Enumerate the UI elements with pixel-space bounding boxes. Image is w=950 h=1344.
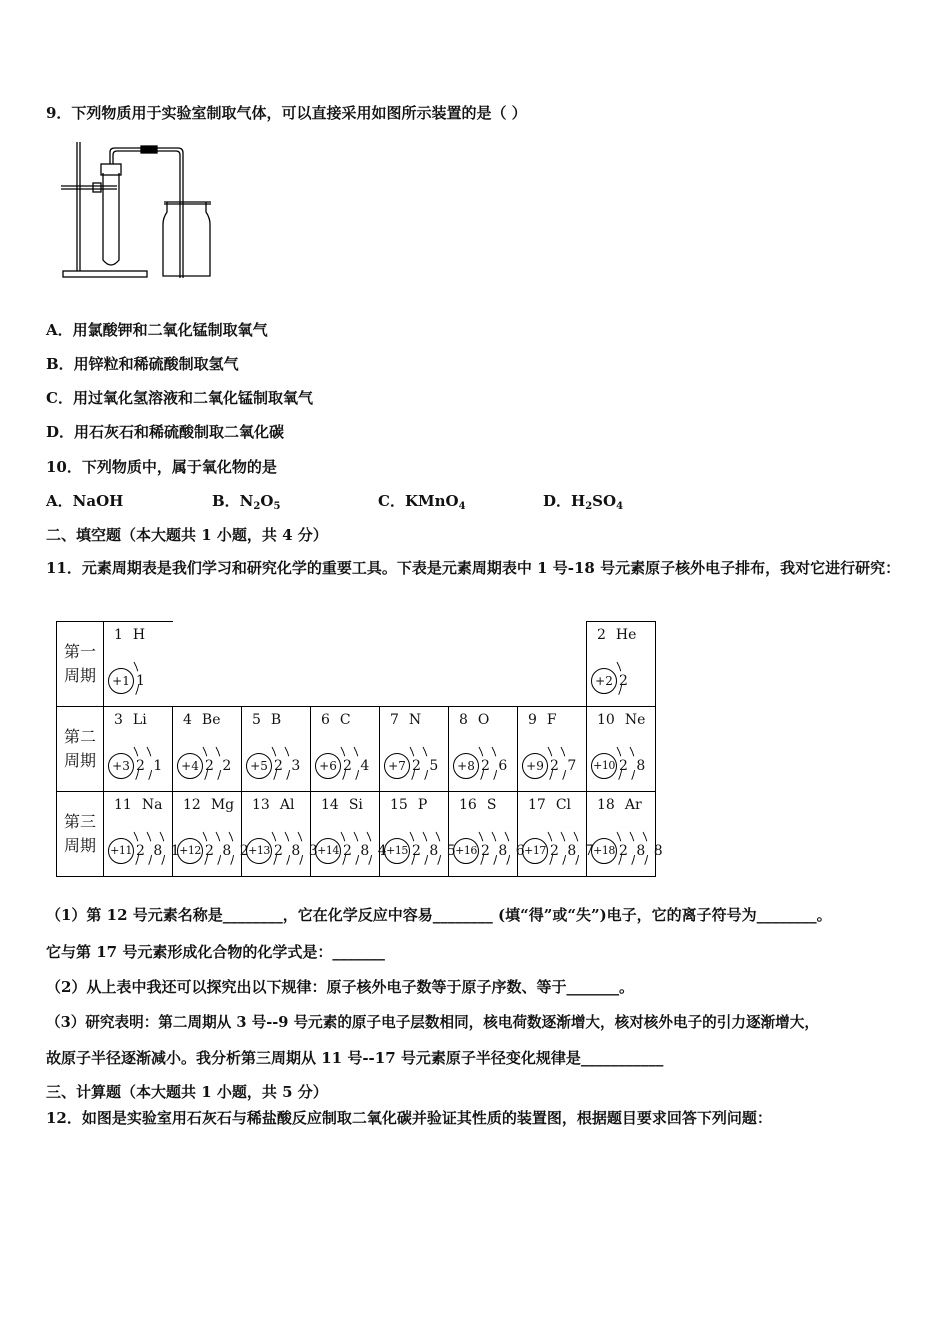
element-symbol: Na [141, 797, 163, 813]
nucleus-charge: +3 [108, 753, 134, 779]
q9-option-d: D．用石灰石和稀硫酸制取二氧化碳 [46, 423, 285, 441]
atomic-structure-diagram [246, 830, 320, 870]
element-cell [587, 792, 665, 877]
element-symbol: O [477, 712, 490, 728]
element-number-symbol [183, 797, 234, 813]
electron-shell-counts: 2 1 [136, 758, 165, 774]
nucleus-charge: +5 [246, 753, 272, 779]
atomic-structure-diagram [453, 745, 517, 785]
electron-shell-counts: 2 8 4 [343, 843, 389, 859]
atomic-structure-diagram [384, 745, 448, 785]
element-cell [380, 792, 458, 877]
q10-option-a: A．NaOH [46, 492, 124, 510]
element-number-symbol [252, 712, 281, 728]
element-cell [311, 792, 389, 877]
element-symbol: F [546, 712, 557, 728]
element-symbol: Ar [624, 797, 642, 813]
element-symbol: N [408, 712, 422, 728]
atomic-structure-diagram [108, 830, 182, 870]
atomic-structure-diagram [453, 830, 527, 870]
atomic-structure-diagram [177, 830, 251, 870]
element-cell [587, 622, 656, 707]
atomic-structure-diagram [315, 830, 389, 870]
nucleus-charge: +1 [108, 668, 134, 694]
q10-option-c: C．KMnO$_4$ [378, 492, 466, 512]
element-number-symbol [597, 627, 636, 643]
atomic-number: 14 [321, 797, 339, 813]
q11-part3-line1: （3）研究表明：第二周期从 3 号--9 号元素的原子电子层数相同，核电荷数逐渐增大，核对核外电子的引力逐渐增大， [46, 1014, 819, 1031]
atomic-structure-diagram [246, 745, 310, 785]
atomic-structure-diagram [591, 830, 665, 870]
section-2-heading: 二、填空题（本大题共 1 小题，共 4 分） [46, 526, 328, 544]
atomic-number: 9 [528, 712, 537, 728]
atomic-number: 17 [528, 797, 546, 813]
q10-stem: 10．下列物质中，属于氧化物的是 [46, 458, 277, 476]
element-number-symbol [528, 797, 571, 813]
q11-stem: 11．元素周期表是我们学习和研究化学的重要工具。下表是元素周期表中 1 号-18 号元素原子核外电子排布，我对它进行研究： [46, 559, 901, 577]
nucleus-charge: +15 [384, 838, 410, 864]
electron-shell-counts: 2 8 3 [274, 843, 320, 859]
atomic-structure-diagram [384, 830, 458, 870]
element-cell [518, 792, 596, 877]
atomic-number: 12 [183, 797, 201, 813]
q11-part1-line1: （1）第 12 号元素名称是________，它在化学反应中容易________ (填“得”或“失”)电子，它的离子符号为________。 [46, 906, 832, 924]
element-cell [104, 707, 173, 792]
element-cell [518, 707, 587, 792]
electron-shell-counts: 2 3 [274, 758, 303, 774]
atomic-structure-diagram [522, 745, 586, 785]
q9-option-a: A．用氯酸钾和二氧化锰制取氧气 [46, 321, 268, 339]
electron-shell-counts: 2 [619, 673, 630, 689]
nucleus-charge: +4 [177, 753, 203, 779]
period-label-1: 第一周期 [57, 622, 104, 707]
element-cell [242, 707, 311, 792]
element-symbol: Be [201, 712, 221, 728]
element-number-symbol [459, 712, 489, 728]
atomic-structure-diagram [591, 745, 655, 785]
atomic-number: 15 [390, 797, 408, 813]
element-number-symbol [459, 797, 496, 813]
element-number-symbol [252, 797, 294, 813]
electron-shell-counts: 2 2 [205, 758, 234, 774]
element-number-symbol [114, 712, 147, 728]
atomic-number: 5 [252, 712, 261, 728]
electron-shell-counts: 2 8 6 [481, 843, 527, 859]
atomic-structure-diagram [108, 745, 172, 785]
atomic-number: 18 [597, 797, 615, 813]
element-symbol: Cl [555, 797, 572, 813]
element-symbol: H [132, 627, 146, 643]
electron-shell-counts: 2 8 [619, 758, 648, 774]
element-symbol: Al [279, 797, 295, 813]
atomic-number: 10 [597, 712, 615, 728]
electron-shell-counts: 2 5 [412, 758, 441, 774]
element-symbol: Si [348, 797, 363, 813]
element-number-symbol [390, 797, 427, 813]
element-cell [242, 792, 320, 877]
nucleus-charge: +9 [522, 753, 548, 779]
atomic-structure-diagram [591, 660, 655, 700]
nucleus-charge: +2 [591, 668, 617, 694]
element-number-symbol [321, 797, 363, 813]
element-cell [173, 707, 242, 792]
atomic-number: 6 [321, 712, 330, 728]
nucleus-charge: +17 [522, 838, 548, 864]
nucleus-charge: +12 [177, 838, 203, 864]
electron-shell-counts: 2 8 7 [550, 843, 596, 859]
element-symbol: C [339, 712, 351, 728]
electron-shell-counts: 2 7 [550, 758, 579, 774]
atomic-number: 16 [459, 797, 477, 813]
element-symbol: S [486, 797, 497, 813]
element-symbol: Li [132, 712, 147, 728]
element-number-symbol [321, 712, 351, 728]
element-cell [449, 707, 518, 792]
nucleus-charge: +18 [591, 838, 617, 864]
nucleus-charge: +13 [246, 838, 272, 864]
gas-collection-apparatus-figure [55, 138, 225, 283]
nucleus-charge: +14 [315, 838, 341, 864]
electron-shell-counts: 2 8 2 [205, 843, 251, 859]
atomic-number: 11 [114, 797, 132, 813]
q11-part2: （2）从上表中我还可以探究出以下规律：原子核外电子数等于原子序数、等于_______。 [46, 978, 634, 996]
period-label-2: 第二周期 [57, 707, 104, 792]
electron-shell-counts: 2 8 8 [619, 843, 665, 859]
q11-part1-line2: 它与第 17 号元素形成化合物的化学式是：_______ [46, 943, 385, 961]
section-3-heading: 三、计算题（本大题共 1 小题，共 5 分） [46, 1083, 328, 1101]
electron-shell-counts: 2 8 5 [412, 843, 458, 859]
nucleus-charge: +16 [453, 838, 479, 864]
element-cell [380, 707, 449, 792]
nucleus-charge: +10 [591, 753, 617, 779]
periodic-table [56, 621, 665, 877]
element-number-symbol [183, 712, 221, 728]
element-symbol: B [270, 712, 282, 728]
nucleus-charge: +6 [315, 753, 341, 779]
q10-option-b: B．$N_2O_5$ [212, 492, 281, 512]
nucleus-charge: +11 [108, 838, 134, 864]
element-cell [587, 707, 656, 792]
atomic-number: 3 [114, 712, 123, 728]
element-symbol: He [615, 627, 637, 643]
q10-option-d: D．$H_2SO_4$ [543, 492, 624, 512]
q9-option-b: B．用锌粒和稀硫酸制取氢气 [46, 355, 239, 373]
atomic-number: 2 [597, 627, 606, 643]
electron-shell-counts: 2 4 [343, 758, 372, 774]
atomic-number: 8 [459, 712, 468, 728]
element-cell [449, 792, 527, 877]
atomic-structure-diagram [177, 745, 241, 785]
nucleus-charge: +7 [384, 753, 410, 779]
element-number-symbol [597, 712, 645, 728]
atomic-number: 1 [114, 627, 123, 643]
element-cell [311, 707, 380, 792]
atomic-number: 4 [183, 712, 192, 728]
element-cell [104, 792, 182, 877]
element-number-symbol [390, 712, 421, 728]
element-cell [173, 792, 251, 877]
q9-stem: 9．下列物质用于实验室制取气体，可以直接采用如图所示装置的是（ ） [46, 104, 527, 122]
q11-part3-line2: 故原子半径逐渐减小。我分析第三周期从 11 号--17 号元素原子半径变化规律是___________ [46, 1049, 664, 1067]
nucleus-charge: +8 [453, 753, 479, 779]
element-number-symbol [114, 797, 162, 813]
element-cell [104, 622, 173, 707]
element-symbol: Mg [210, 797, 235, 813]
element-number-symbol [597, 797, 642, 813]
atomic-structure-diagram [315, 745, 379, 785]
element-symbol: Ne [624, 712, 646, 728]
period-label-3: 第三周期 [57, 792, 104, 877]
q12-stem: 12．如图是实验室用石灰石与稀盐酸反应制取二氧化碳并验证其性质的装置图，根据题目要求回答下列问题： [46, 1109, 772, 1127]
element-number-symbol [528, 712, 557, 728]
atomic-number: 13 [252, 797, 270, 813]
atomic-number: 7 [390, 712, 399, 728]
electron-shell-counts: 2 8 1 [136, 843, 182, 859]
element-number-symbol [114, 627, 145, 643]
electron-shell-counts: 2 6 [481, 758, 510, 774]
q9-option-c: C．用过氧化氢溶液和二氧化锰制取氧气 [46, 389, 313, 407]
element-symbol: P [417, 797, 428, 813]
electron-shell-counts: 1 [136, 673, 147, 689]
atomic-structure-diagram [108, 660, 172, 700]
atomic-structure-diagram [522, 830, 596, 870]
